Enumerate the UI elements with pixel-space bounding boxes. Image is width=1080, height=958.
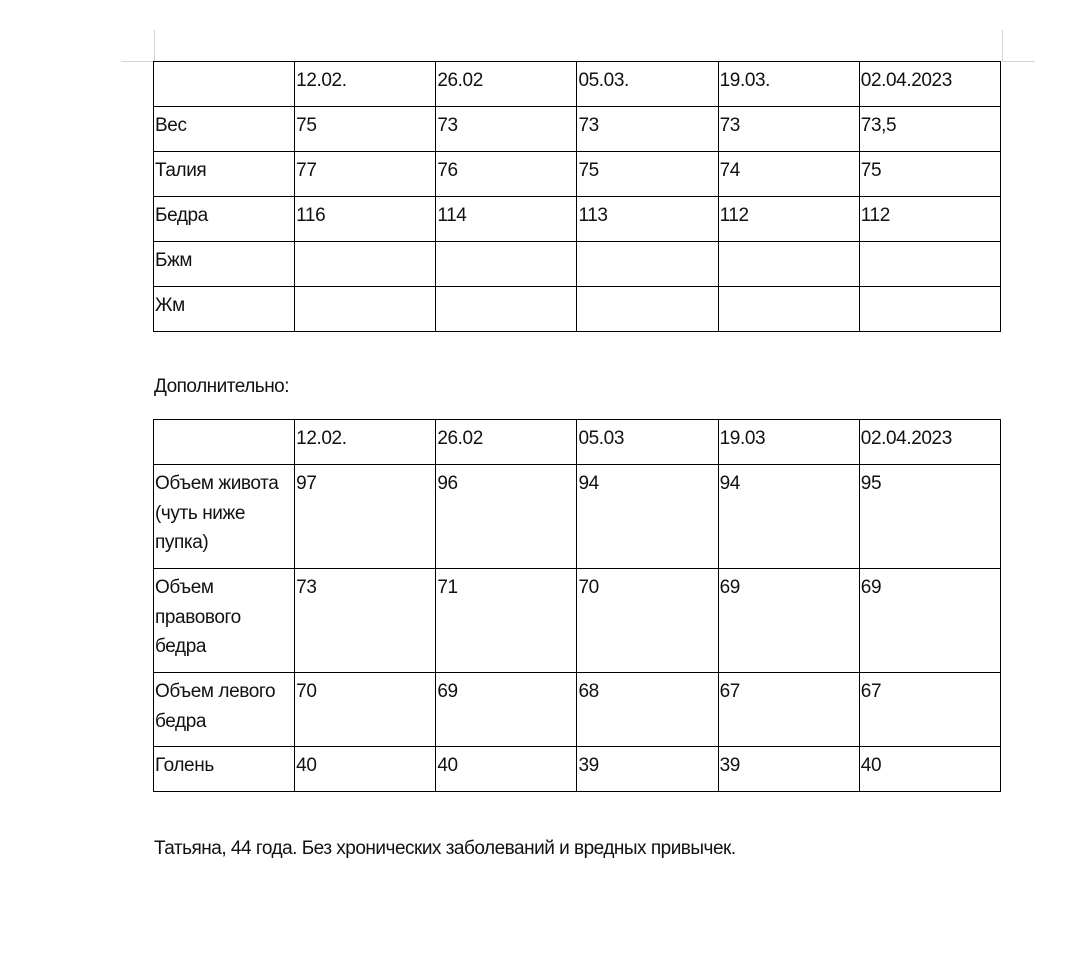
table-cell[interactable]: 40 — [436, 747, 577, 792]
table-cell[interactable] — [295, 287, 436, 332]
table-cell[interactable] — [154, 420, 295, 465]
table-row — [154, 152, 1001, 197]
table-cell[interactable]: 39 — [718, 747, 859, 792]
table-row — [154, 197, 1001, 242]
table-cell[interactable] — [577, 287, 718, 332]
table-cell[interactable]: 94 — [718, 465, 859, 569]
table-cell[interactable]: 70 — [577, 569, 718, 673]
table-cell[interactable]: 39 — [577, 747, 718, 792]
table-cell[interactable] — [436, 287, 577, 332]
table-cell[interactable]: Бжм — [154, 242, 295, 287]
table-cell[interactable]: 12.02. — [295, 62, 436, 107]
table-cell[interactable]: 67 — [859, 673, 1000, 747]
table-row — [154, 107, 1001, 152]
table-cell[interactable]: 116 — [295, 197, 436, 242]
table-cell[interactable]: 96 — [436, 465, 577, 569]
table-cell[interactable] — [295, 242, 436, 287]
table-cell[interactable] — [718, 242, 859, 287]
table-cell[interactable]: Жм — [154, 287, 295, 332]
table-cell[interactable]: 02.04.2023 — [859, 420, 1000, 465]
table-header-row — [154, 420, 1001, 465]
table-cell[interactable]: 69 — [859, 569, 1000, 673]
table-cell[interactable]: 114 — [436, 197, 577, 242]
table-cell[interactable]: Вес — [154, 107, 295, 152]
table-cell[interactable] — [859, 242, 1000, 287]
page-margin-guide-left — [121, 61, 155, 62]
table-row — [154, 287, 1001, 332]
table-cell[interactable]: 74 — [718, 152, 859, 197]
table-cell[interactable] — [577, 242, 718, 287]
table-cell[interactable]: Голень — [154, 747, 295, 792]
table-cell[interactable]: 19.03 — [718, 420, 859, 465]
table-cell[interactable]: 73 — [577, 107, 718, 152]
table-cell[interactable]: 05.03 — [577, 420, 718, 465]
table-cell[interactable]: Объем правового бедра — [154, 569, 295, 673]
table-cell[interactable]: 73 — [295, 569, 436, 673]
table-row — [154, 747, 1001, 792]
table-cell[interactable]: 26.02 — [436, 420, 577, 465]
table-cell[interactable]: 73 — [436, 107, 577, 152]
table-cell[interactable]: 40 — [295, 747, 436, 792]
table-cell[interactable]: 69 — [436, 673, 577, 747]
table-cell[interactable]: 70 — [295, 673, 436, 747]
table-cell[interactable]: 05.03. — [577, 62, 718, 107]
table-cell[interactable]: 02.04.2023 — [859, 62, 1000, 107]
table-cell[interactable]: 67 — [718, 673, 859, 747]
table-cell[interactable]: 75 — [577, 152, 718, 197]
table-cell[interactable]: 26.02 — [436, 62, 577, 107]
table-cell[interactable] — [859, 287, 1000, 332]
table-cell[interactable]: Бедра — [154, 197, 295, 242]
table-cell[interactable]: 75 — [859, 152, 1000, 197]
table-cell[interactable]: 40 — [859, 747, 1000, 792]
table-cell[interactable]: 112 — [859, 197, 1000, 242]
additional-measurements-table — [153, 419, 1001, 792]
table-row — [154, 673, 1001, 747]
table-cell[interactable]: 19.03. — [718, 62, 859, 107]
table-cell[interactable]: Объем левого бедра — [154, 673, 295, 747]
table-cell[interactable]: 73 — [718, 107, 859, 152]
table-cell[interactable]: 97 — [295, 465, 436, 569]
table-cell[interactable]: 112 — [718, 197, 859, 242]
table-cell[interactable]: Талия — [154, 152, 295, 197]
table-cell[interactable]: 75 — [295, 107, 436, 152]
table-cell[interactable]: 68 — [577, 673, 718, 747]
table-header-row — [154, 62, 1001, 107]
table-cell[interactable]: 94 — [577, 465, 718, 569]
section-label[interactable]: Дополнительно: — [154, 376, 290, 397]
table-cell[interactable]: 95 — [859, 465, 1000, 569]
table-cell[interactable]: 73,5 — [859, 107, 1000, 152]
table-cell[interactable]: 77 — [295, 152, 436, 197]
table-cell[interactable]: Объем живота (чуть ниже пупка) — [154, 465, 295, 569]
table-cell[interactable]: 76 — [436, 152, 577, 197]
table-cell[interactable]: 12.02. — [295, 420, 436, 465]
table-row — [154, 569, 1001, 673]
table-row — [154, 465, 1001, 569]
table-cell[interactable]: 69 — [718, 569, 859, 673]
table-row — [154, 242, 1001, 287]
footer-note[interactable]: Татьяна, 44 года. Без хронических заболеваний и вредных привычек. — [154, 838, 736, 859]
table-cell[interactable]: 71 — [436, 569, 577, 673]
table-cell[interactable]: 113 — [577, 197, 718, 242]
page-margin-guide-right — [1002, 61, 1035, 62]
table-cell[interactable] — [154, 62, 295, 107]
table-cell[interactable] — [436, 242, 577, 287]
measurements-table — [153, 61, 1001, 332]
table-cell[interactable] — [718, 287, 859, 332]
page-corner-guide-right — [1002, 30, 1003, 62]
page-corner-guide-left — [154, 30, 155, 62]
